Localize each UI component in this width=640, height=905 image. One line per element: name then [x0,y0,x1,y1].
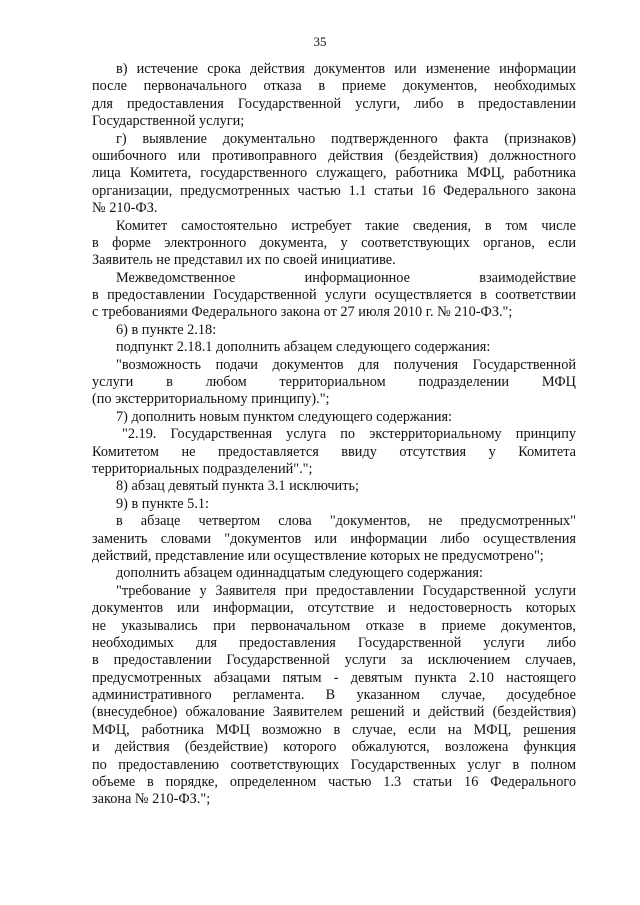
text-line: "требование у Заявителя при предоставлении Государственной услуги [116,582,576,599]
text-line: Межведомственное информационное взаимодействие [116,269,576,286]
text-line: МФЦ, работника МФЦ возможно в случае, если на МФЦ, решения [92,721,576,738]
text-line: после первоначального отказа в приеме документов, необходимых [92,78,576,95]
text-line: в форме электронного документа, у соответствующих органов, если [92,234,576,251]
text-line: в предоставлении Государственной услуги осуществляется в соответствии [92,287,576,304]
text-line: Комитетом не предоставляется ввиду отсутствия у Комитета [92,443,576,460]
text-line: ошибочного или противоправного действия (бездействия) должностного [92,147,576,164]
text-line: (по экстерриториальному принципу)."; [92,391,330,408]
page-number: 35 [313,34,327,49]
text-line: предусмотренных абзацами пятым - девятым пункта 2.10 настоящего [92,669,576,686]
text-line: и действия (бездействие) которого обжалуются, возложена функция [92,739,576,756]
text-line: необходимых для предоставления Государственной услуги либо [92,634,576,651]
text-line: документов или информации, отсутствие и недостоверность которых [92,600,576,617]
text-line: территориальных подразделений"."; [92,460,313,477]
text-line: для предоставления Государственной услуги, либо в предоставлении [92,95,576,112]
text-line: в абзаце четвертом слова "документов, не предусмотренных" [116,513,576,530]
text-line: дополнить абзацем одиннадцатым следующего содержания: [116,565,483,582]
document-body [92,61,576,809]
text-line: Комитет самостоятельно истребует такие сведения, в том числе [116,217,576,234]
text-line: заменить словами "документов или информации либо осуществления [92,530,576,547]
text-line: Заявитель не представил их по своей инициативе. [92,252,396,269]
text-line: услуги в любом территориальном подразделении МФЦ [92,374,576,391]
text-line: в предоставлении Государственной услуги за исключением случаев, [92,652,576,669]
text-line: г) выявление документально подтвержденного факта (признаков) [116,130,576,147]
text-line: "возможность подачи документов для получения Государственной [116,356,576,373]
text-line: 9) в пункте 5.1: [116,495,210,512]
text-line: действий, представление или осуществление которых не предусмотрено"; [92,547,544,564]
text-line: не указывались при первоначальном отказе в приеме документов, [92,617,576,634]
text-line: закона № 210-ФЗ."; [92,791,211,808]
text-line: подпункт 2.18.1 дополнить абзацем следующего содержания: [116,339,491,356]
text-line: (внесудебное) обжалование Заявителем решений и действий (бездействия) [92,704,576,721]
text-line: административного регламента. В указанном случае, досудебное [92,687,576,704]
text-line: 8) абзац девятый пункта 3.1 исключить; [116,478,359,495]
text-line: Государственной услуги; [92,113,245,130]
text-line: в) истечение срока действия документов или изменение информации [116,61,576,77]
text-line: № 210-ФЗ. [92,200,158,217]
text-line: объеме в порядке, определенном частью 1.3 статьи 16 Федерального [92,774,576,791]
text-line: лица Комитета, государственного служащего, работника МФЦ, работника [92,165,576,182]
text-line: 6) в пункте 2.18: [116,321,217,338]
text-line: "2.19. Государственная услуга по экстерриториальному принципу [122,426,576,443]
text-line: по предоставлению соответствующих Государственных услуг в полном [92,756,576,773]
text-line: с требованиями Федерального закона от 27 июля 2010 г. № 210-ФЗ."; [92,304,513,321]
text-line: 7) дополнить новым пунктом следующего содержания: [116,408,453,425]
text-line: организации, предусмотренных частью 1.1 статьи 16 Федерального закона [92,182,576,199]
